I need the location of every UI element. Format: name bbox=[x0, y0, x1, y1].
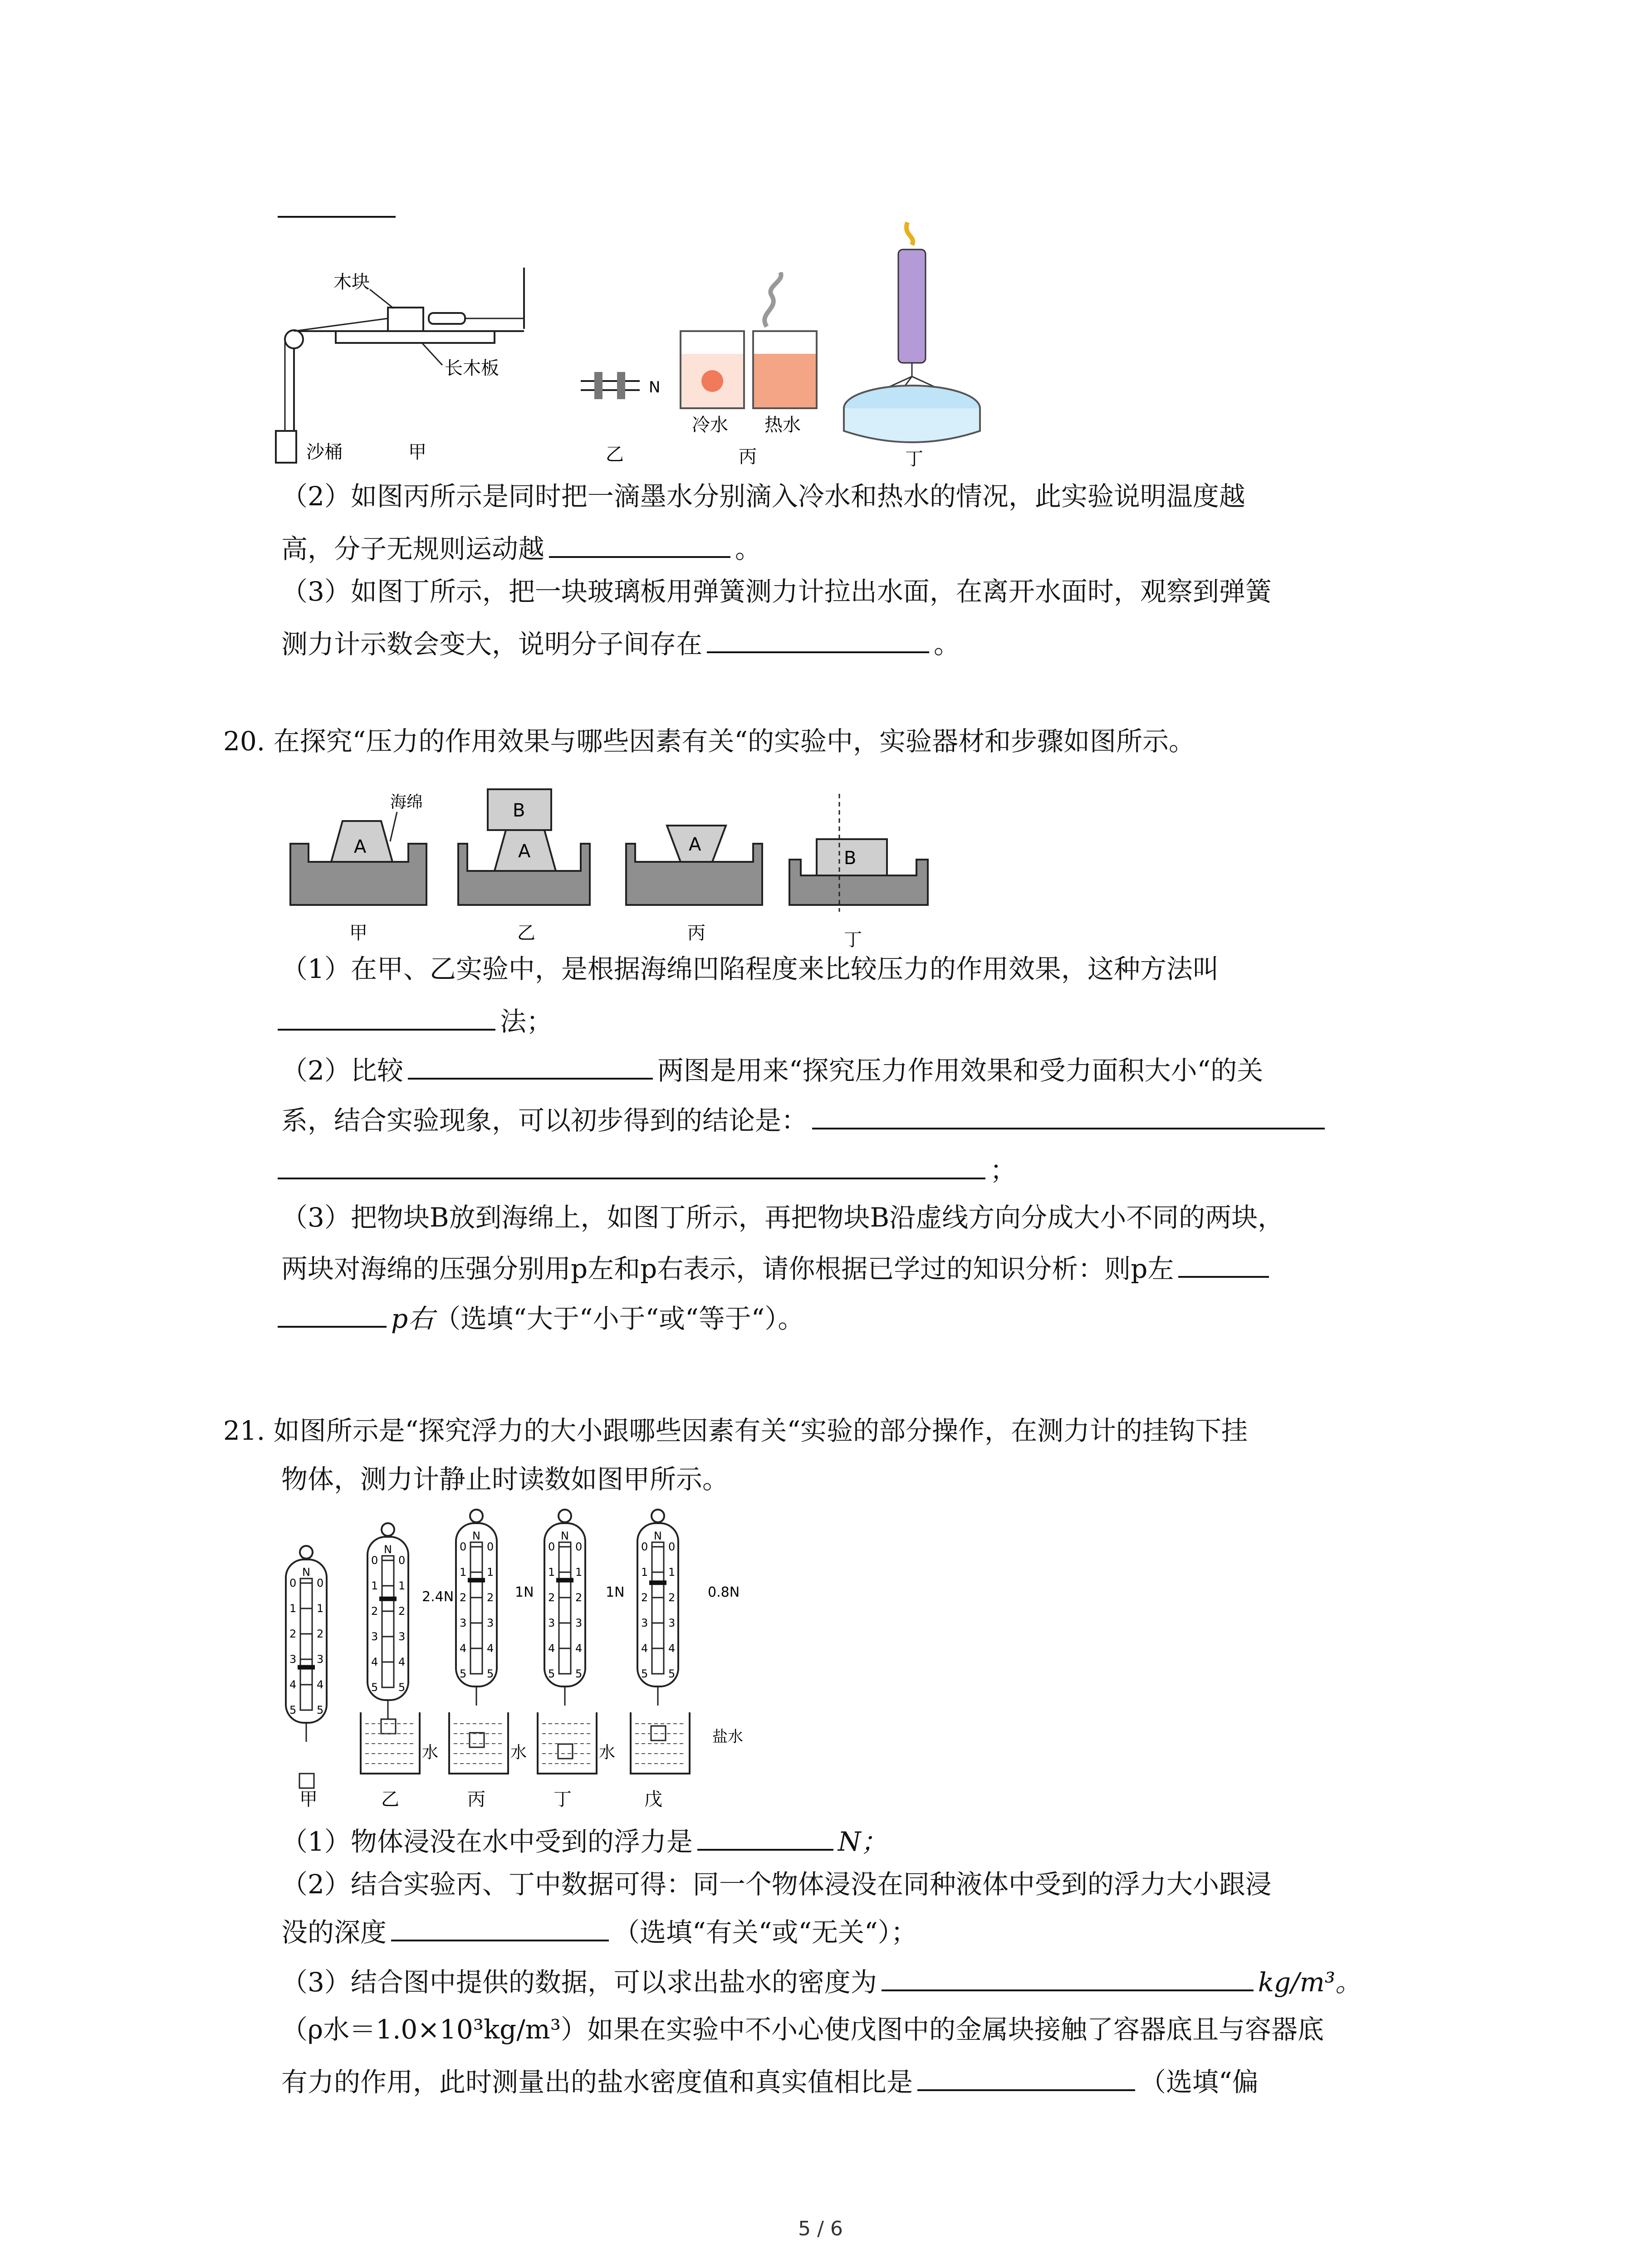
answer-blank[interactable] bbox=[1178, 1250, 1269, 1278]
metal-block bbox=[381, 1719, 396, 1734]
q21-p4-end: （选填“偏 bbox=[1140, 2067, 1259, 2097]
svg-text:3: 3 bbox=[548, 1617, 555, 1629]
svg-text:N: N bbox=[654, 1530, 662, 1542]
fig-label-bing: 丙 bbox=[739, 446, 757, 467]
liquid-wu: 盐水 bbox=[712, 1728, 743, 1746]
svg-text:2: 2 bbox=[398, 1605, 406, 1618]
svg-text:0: 0 bbox=[548, 1540, 555, 1553]
svg-text:5: 5 bbox=[460, 1667, 467, 1680]
svg-text:2: 2 bbox=[668, 1591, 676, 1604]
svg-text:1: 1 bbox=[371, 1579, 378, 1592]
svg-text:0: 0 bbox=[289, 1577, 297, 1589]
answer-blank[interactable] bbox=[812, 1101, 1325, 1129]
fig-label-ding: 丁 bbox=[905, 449, 923, 469]
liquid-ding: 水 bbox=[599, 1743, 616, 1762]
svg-text:5: 5 bbox=[668, 1667, 676, 1680]
svg-text:4: 4 bbox=[641, 1642, 648, 1655]
sponge-label: 海绵 bbox=[390, 793, 423, 811]
svg-text:5: 5 bbox=[641, 1667, 648, 1680]
q19-figure-ding bbox=[839, 218, 985, 472]
reading-ding: 1N bbox=[606, 1584, 625, 1600]
svg-text:N: N bbox=[561, 1530, 569, 1542]
answer-blank[interactable] bbox=[391, 1913, 609, 1941]
metal-block bbox=[299, 1774, 314, 1788]
top-answer-line bbox=[278, 190, 396, 225]
q20-stem: 20. 在探究“压力的作用效果与哪些因素有关“的实验中，实验器材和步骤如图所示。 bbox=[223, 726, 1195, 757]
answer-blank[interactable] bbox=[549, 530, 730, 558]
svg-text:4: 4 bbox=[317, 1678, 324, 1691]
q21-p3-text: （3）结合图中提供的数据，可以求出盐水的密度为 bbox=[281, 1967, 877, 1998]
long-board-label: 长木板 bbox=[445, 358, 499, 379]
q21-p4-line2 bbox=[281, 2063, 1259, 2098]
svg-text:0: 0 bbox=[641, 1540, 648, 1553]
svg-text:1: 1 bbox=[575, 1566, 583, 1579]
fig-label-ding: 丁 bbox=[844, 929, 862, 950]
svg-text:2: 2 bbox=[289, 1628, 297, 1640]
svg-text:0: 0 bbox=[317, 1577, 324, 1589]
svg-text:2: 2 bbox=[460, 1591, 467, 1604]
q19-p3-line2 bbox=[281, 625, 960, 660]
metal-block bbox=[470, 1733, 484, 1747]
fig-label-jia: 甲 bbox=[349, 923, 367, 943]
svg-text:5: 5 bbox=[398, 1681, 406, 1694]
q20-p1-end: 法； bbox=[500, 1006, 553, 1037]
q21-p1-text: （1）物体浸没在水中受到的浮力是 bbox=[281, 1826, 693, 1857]
svg-text:5: 5 bbox=[317, 1704, 324, 1716]
q21-p2-line1: （2）结合实验丙、丁中数据可得：同一个物体浸没在同种液体中受到的浮力大小跟浸 bbox=[281, 1869, 1272, 1900]
svg-text:2: 2 bbox=[317, 1628, 324, 1640]
beaker bbox=[538, 1712, 597, 1774]
svg-text:5: 5 bbox=[371, 1681, 378, 1694]
q21-p2-text: 没的深度 bbox=[281, 1917, 387, 1948]
fig-label-ding: 丁 bbox=[554, 1789, 572, 1810]
q21-p3-line1 bbox=[281, 1963, 1362, 1999]
svg-text:4: 4 bbox=[460, 1642, 467, 1655]
svg-text:3: 3 bbox=[487, 1617, 494, 1629]
svg-text:1: 1 bbox=[487, 1566, 494, 1579]
svg-text:2: 2 bbox=[641, 1591, 648, 1604]
svg-text:3: 3 bbox=[371, 1630, 378, 1643]
wood-block-label: 木块 bbox=[333, 272, 370, 293]
svg-text:0: 0 bbox=[668, 1540, 676, 1553]
svg-text:3: 3 bbox=[641, 1617, 648, 1629]
svg-text:4: 4 bbox=[487, 1642, 494, 1655]
answer-blank[interactable] bbox=[917, 2063, 1135, 2091]
block-a-label: A bbox=[689, 834, 701, 855]
svg-text:5: 5 bbox=[575, 1667, 583, 1680]
svg-text:4: 4 bbox=[289, 1678, 297, 1691]
fig-label-jia: 甲 bbox=[299, 1789, 318, 1810]
q19-figure-jia bbox=[272, 268, 554, 472]
svg-text:4: 4 bbox=[668, 1642, 676, 1655]
svg-text:5: 5 bbox=[487, 1667, 494, 1680]
reading-yi: 2.4N bbox=[422, 1589, 454, 1605]
q19-figure-yi bbox=[572, 354, 662, 472]
svg-text:5: 5 bbox=[548, 1667, 555, 1680]
beaker bbox=[631, 1712, 690, 1774]
svg-text:0: 0 bbox=[575, 1540, 583, 1553]
svg-text:5: 5 bbox=[289, 1704, 297, 1716]
block-b-label: B bbox=[513, 800, 525, 821]
answer-blank[interactable] bbox=[707, 625, 929, 653]
q19-p2-text: 高，分子无规则运动越 bbox=[281, 533, 545, 564]
svg-text:4: 4 bbox=[575, 1642, 583, 1655]
svg-text:3: 3 bbox=[317, 1653, 324, 1666]
answer-blank[interactable] bbox=[697, 1823, 833, 1851]
svg-text:1: 1 bbox=[668, 1566, 676, 1579]
liquid-bing: 水 bbox=[510, 1743, 527, 1762]
svg-text:3: 3 bbox=[460, 1617, 467, 1629]
metal-block bbox=[558, 1744, 573, 1759]
spring-scale-meter bbox=[456, 1510, 497, 1706]
svg-text:4: 4 bbox=[371, 1656, 378, 1668]
reading-bing: 1N bbox=[515, 1584, 534, 1600]
q20-figure bbox=[281, 780, 935, 962]
q20-p2-line3 bbox=[278, 1151, 1016, 1187]
q20-p3-line2 bbox=[281, 1250, 1274, 1285]
q20-p3-rest: （选填“大于“小于“或“等于“）。 bbox=[434, 1303, 804, 1334]
q21-p2-end: （选填“有关“或“无关“）； bbox=[613, 1917, 917, 1948]
q20-p3-var: p右 bbox=[391, 1303, 435, 1334]
answer-blank[interactable] bbox=[882, 1963, 1254, 1991]
spring-scale-meter bbox=[544, 1510, 585, 1706]
q20-p2-text: 系，结合实验现象，可以初步得到的结论是： bbox=[281, 1105, 808, 1136]
q19-p3-line1: （3）如图丁所示，把一块玻璃板用弹簧测力计拉出水面，在离开水面时，观察到弹簧 bbox=[281, 576, 1272, 607]
q20-p2-line2 bbox=[281, 1101, 1329, 1137]
svg-text:3: 3 bbox=[289, 1653, 297, 1666]
q20-p3-text: 两块对海绵的压强分别用p左和p右表示，请你根据已学过的知识分析：则p左 bbox=[281, 1253, 1174, 1284]
q20-p2-b: 两图是用来“探究压力作用效果和受力面积大小“的关 bbox=[657, 1055, 1264, 1086]
svg-text:1: 1 bbox=[641, 1566, 648, 1579]
fig-label-yi: 乙 bbox=[381, 1789, 399, 1810]
block-b-label: B bbox=[844, 848, 857, 869]
spring-scale-meter bbox=[637, 1510, 678, 1706]
liquid-yi: 水 bbox=[422, 1743, 439, 1762]
q21-p4-line1: （ρ水＝1.0×10³kg/m³）如果在实验中不小心使戊图中的金属块接触了容器底且与容器底 bbox=[281, 2014, 1324, 2045]
q20-p1-line2 bbox=[278, 1002, 553, 1038]
fig-label-yi: 乙 bbox=[606, 444, 624, 465]
svg-text:1: 1 bbox=[398, 1579, 406, 1592]
q19-p2-line1: （2）如图丙所示是同时把一滴墨水分别滴入冷水和热水的情况，此实验说明温度越 bbox=[281, 481, 1245, 512]
q19-p3-end: 。 bbox=[934, 629, 960, 660]
q21-p3-unit: kg/m³。 bbox=[1258, 1967, 1362, 1998]
svg-text:2: 2 bbox=[548, 1591, 555, 1604]
svg-text:0: 0 bbox=[371, 1554, 378, 1567]
q21-p1 bbox=[281, 1823, 887, 1858]
svg-text:0: 0 bbox=[398, 1554, 406, 1567]
svg-text:2: 2 bbox=[371, 1605, 378, 1618]
svg-text:2: 2 bbox=[575, 1591, 583, 1604]
svg-text:1: 1 bbox=[460, 1566, 467, 1579]
reading-wu: 0.8N bbox=[708, 1584, 740, 1600]
answer-blank[interactable] bbox=[408, 1051, 653, 1080]
spring-scale-meter bbox=[286, 1546, 327, 1742]
svg-text:1: 1 bbox=[548, 1566, 555, 1579]
q19-p2-end: 。 bbox=[735, 533, 762, 564]
q21-figure bbox=[272, 1506, 753, 1814]
svg-text:N: N bbox=[384, 1543, 392, 1556]
q19-p2-line2 bbox=[281, 530, 761, 565]
q20-p2-end: ； bbox=[990, 1155, 1017, 1186]
cold-water-label: 冷水 bbox=[692, 415, 728, 435]
svg-text:3: 3 bbox=[398, 1630, 406, 1643]
q20-p2-line1 bbox=[281, 1051, 1263, 1087]
svg-text:3: 3 bbox=[575, 1617, 583, 1629]
q21-p2-line2 bbox=[281, 1913, 917, 1949]
svg-text:0: 0 bbox=[487, 1540, 494, 1553]
q21-p1-end: N； bbox=[838, 1826, 887, 1857]
spring-scale-meter bbox=[367, 1523, 408, 1719]
fig-label-jia: 甲 bbox=[408, 442, 426, 463]
q21-p4-text: 有力的作用，此时测量出的盐水密度值和真实值相比是 bbox=[281, 2067, 913, 2097]
q19-figure-bing bbox=[671, 272, 821, 472]
hot-water-label: 热水 bbox=[764, 415, 801, 435]
svg-text:N: N bbox=[649, 378, 661, 396]
answer-blank[interactable] bbox=[278, 1151, 985, 1179]
fig-label-bing: 丙 bbox=[687, 923, 705, 943]
q20-p2-a: （2）比较 bbox=[281, 1055, 403, 1086]
fig-label-yi: 乙 bbox=[517, 923, 535, 943]
answer-blank[interactable] bbox=[278, 1002, 495, 1031]
svg-text:0: 0 bbox=[460, 1540, 467, 1553]
svg-text:1: 1 bbox=[317, 1602, 324, 1615]
q21-stem1: 21. 如图所示是“探究浮力的大小跟哪些因素有关“实验的部分操作，在测力计的挂钩下挂 bbox=[223, 1415, 1248, 1446]
svg-text:4: 4 bbox=[548, 1642, 555, 1655]
q21-stem2: 物体，测力计静止时读数如图甲所示。 bbox=[281, 1464, 729, 1495]
q20-p3-line3 bbox=[278, 1300, 804, 1335]
sand-bucket-label: 沙桶 bbox=[306, 442, 343, 463]
q20-p3-line1: （3）把物块B放到海绵上，如图丁所示，再把物块B沿虚线方向分成大小不同的两块， bbox=[281, 1202, 1284, 1233]
q20-p1-line1: （1）在甲、乙实验中，是根据海绵凹陷程度来比较压力的作用效果，这种方法叫 bbox=[281, 953, 1219, 984]
svg-text:4: 4 bbox=[398, 1656, 406, 1668]
fig-label-bing: 丙 bbox=[467, 1789, 485, 1810]
fig-label-wu: 戊 bbox=[644, 1789, 662, 1810]
svg-text:N: N bbox=[302, 1566, 310, 1579]
svg-text:2: 2 bbox=[487, 1591, 494, 1604]
svg-text:1: 1 bbox=[289, 1602, 297, 1615]
q19-p3-text: 测力计示数会变大，说明分子间存在 bbox=[281, 629, 703, 660]
svg-text:N: N bbox=[472, 1530, 480, 1542]
svg-text:3: 3 bbox=[668, 1617, 676, 1629]
block-a-label: A bbox=[354, 836, 367, 857]
answer-blank[interactable] bbox=[278, 1300, 387, 1328]
block-a-label: A bbox=[518, 841, 531, 862]
page-number: 5 / 6 bbox=[798, 2217, 843, 2240]
